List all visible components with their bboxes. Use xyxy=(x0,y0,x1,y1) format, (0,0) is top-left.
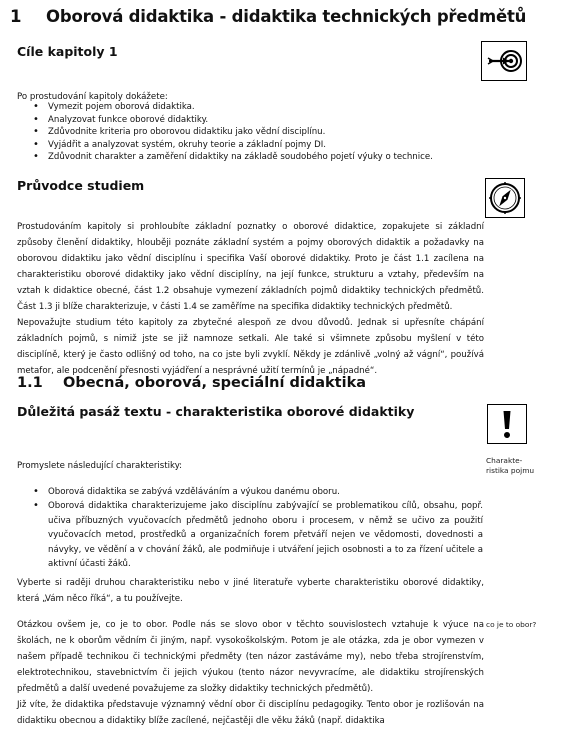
goal-item: • Analyzovat funkce oborové didaktiky. xyxy=(17,114,433,127)
characteristic-item: • Oborová didaktika charakterizujeme jako disciplínu zabývající se problematikou cílů, obsahu, popř. učiva příbuzných vyučovacích předmětů jednoho oboru i procesem, v němž se učivo za použití vyučovacích metod, prostředků a organizačních forem přetváří nejen ve vědomosti, dovednosti a návyky, ve vědění a v chování žáků, ale podmiňuje i utváření jejich osobnosti a to za řízení učitele a aktivní účasti žáků. xyxy=(17,499,483,571)
guide-paragraph: Nepovažujte studium této kapitoly za zbytečné alespoň ze dvou důvodů. Jednak si upřesníte chápání základních pojmů, s nimiž jste se již namnoze setkali. Ale také si všimnete způsobu myšlení v této disciplíně, který je často odlišný od toho, na co jste byli zvyklí. Někdy je zdánlivě „volný až vágní“, používá metafor, ale podcenění přesnosti vyjádření a nesprávné užití termínů je „nápadné“. xyxy=(17,318,484,376)
question-paragraph: Otázkou ovšem je, co je to obor. Podle nás se slovo obor v těchto souvislostech vztahuje k výuce na školách, ne k oborům vědním či jiným, např. vysokoškolským. Potom je ale otázka, zda je obor vymezen v našem případě technikou či technickými předměty (ten názor zastáváme my), nebo třeba strojírenstvím, elektrotechnikou, stavebnictvím či jejich výukou (tento názor nevyvracíme, ale didaktiku strojírenských předmětů a další uvedené považujeme za složky didaktiky technických předmětů). xyxy=(17,620,484,694)
section-number: 1.1 xyxy=(17,375,43,391)
goal-item: • Zdůvodnite kriteria pro oborovou didaktiku jako vědní disciplínu. xyxy=(17,126,433,139)
guide-paragraph: Prostudováním kapitoly si prohloubíte základní poznatky o oborové didaktice, zopakujete si základní způsoby členění didaktiky, hlouběji poznáte základní systém a pojmy oborových didaktik a požadavky na oborovou didaktiku jako vědní disciplínu i specifika Vaší oborové didaktiky. Proto je část 1.1 zacílena na charakteristiku oborové didaktiky jako vědní disciplíny, na její funkce, strukturu a vztahy, především na vztah k didaktice obecné, část 1.2 obsahuje vymezení základních pojmů didaktiky technických předmětů. Část 1.3 ji blíže charakterizuje, v části 1.4 se zaměříme na specifika didaktiky technických předmětů. xyxy=(17,222,484,312)
target-arrow-icon xyxy=(481,41,527,81)
margin-note-concept: Charakte- ristika pojmu xyxy=(486,456,535,475)
margin-note-obor: co je to obor? xyxy=(486,620,537,629)
compass-icon xyxy=(485,178,525,218)
characteristics-list xyxy=(17,485,483,571)
goal-item: • Vyjádřit a analyzovat systém, okruhy teorie a základní pojmy DI. xyxy=(17,139,433,152)
exclamation-icon xyxy=(487,404,527,444)
section-title-text: Obecná, oborová, speciální didaktika xyxy=(63,375,366,391)
characteristic-item: • Oborová didaktika se zabývá vzděláváním a výukou danému oboru. xyxy=(17,485,483,499)
question-paragraph: Již víte, že didaktika představuje významný vědní obor či disciplínu pedagogiky. Tento obor je rozlišován na didaktiku obecnou a didaktiky blíže zacílené, nejčastěji dle věku žáků (např. didaktika xyxy=(17,700,484,726)
guide-heading: Průvodce studiem xyxy=(17,178,145,193)
goal-item: • Zdůvodnit charakter a zaměření didaktiky na základě soudobého pojetí výuky o technice. xyxy=(17,151,433,164)
chapter-title-text: Oborová didaktika - didaktika technických předmětů xyxy=(46,7,527,26)
goals-intro: Po prostudování kapitoly dokážete: xyxy=(17,92,168,102)
goals-list xyxy=(17,101,433,164)
advice-paragraph: Vyberte si raději druhou charakteristiku nebo v jiné literatuře vyberte charakteristiku oborové didaktiky, která „Vám něco říká“, a tu používejte. xyxy=(17,578,484,604)
chapter-number: 1 xyxy=(10,7,22,26)
goals-heading: Cíle kapitoly 1 xyxy=(17,44,118,59)
important-intro: Promyslete následující charakteristiky: xyxy=(17,461,183,471)
goal-item: • Vymezit pojem oborová didaktika. xyxy=(17,101,433,114)
chapter-title xyxy=(10,7,526,26)
section-title xyxy=(17,375,366,391)
important-heading: Důležitá pasáž textu - charakteristika oborové didaktiky xyxy=(17,404,415,419)
